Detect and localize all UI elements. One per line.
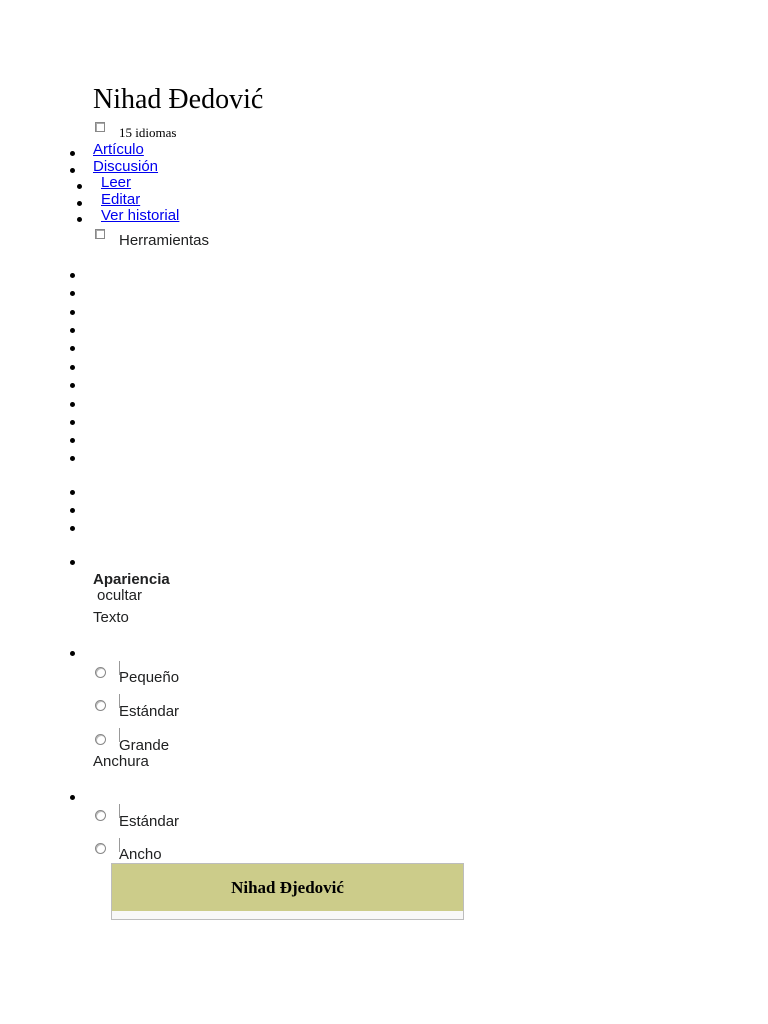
list-item [70,560,75,565]
list-item [70,328,75,333]
view-historial[interactable]: Ver historial [101,207,180,224]
tools-label[interactable]: Herramientas [119,232,210,249]
text-size-small-radio[interactable] [95,667,106,678]
text-size-standard-label: Estándar [119,703,180,720]
list-item [70,291,75,296]
infobox [111,863,464,920]
list-item [70,420,75,425]
view-leer[interactable]: Leer [101,174,132,191]
list-item [70,508,75,513]
text-size-large-radio[interactable] [95,734,106,745]
bullet [70,151,75,156]
text-size-small-label: Pequeño [119,669,180,686]
languages-label[interactable]: 15 idiomas [119,125,177,140]
text-size-large-label: Grande [119,737,170,754]
list-item [70,346,75,351]
list-item [70,273,75,278]
infobox-title: Nihad Đjedović [231,878,344,897]
width-standard-radio[interactable] [95,810,106,821]
list-item [70,383,75,388]
text-size-standard-radio[interactable] [95,700,106,711]
bullet [77,217,82,222]
page-title: Nihad Đedović [93,84,264,115]
list-item [70,365,75,370]
width-wide-label: Ancho [119,846,162,863]
list-item [70,456,75,461]
tab-discusion[interactable]: Discusión [93,158,159,175]
list-item [70,402,75,407]
bullet [70,168,75,173]
list-item [70,310,75,315]
appearance-hide-button[interactable]: ocultar [97,587,143,604]
view-editar[interactable]: Editar [101,191,141,208]
languages-checkbox[interactable] [95,122,105,132]
tab-articulo[interactable]: Artículo [93,141,144,158]
appearance-heading: Apariencia [93,571,170,588]
tools-checkbox[interactable] [95,229,105,239]
list-item [70,526,75,531]
bullet [77,201,82,206]
text-size-label: Texto [93,609,129,626]
list-item [70,490,75,495]
list-item [70,651,75,656]
list-item [70,438,75,443]
list-item [70,795,75,800]
width-label: Anchura [93,753,149,770]
bullet [77,184,82,189]
width-standard-label: Estándar [119,813,180,830]
width-wide-radio[interactable] [95,843,106,854]
